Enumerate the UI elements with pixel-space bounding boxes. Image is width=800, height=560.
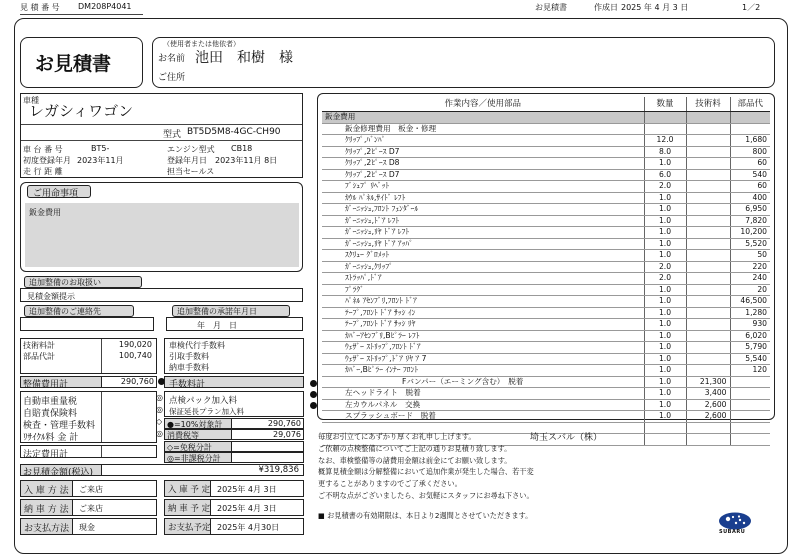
extra-deadline-tab: [172, 305, 290, 317]
taxable-row: [164, 418, 304, 429]
row-description: ﾃｰﾌﾟ,ﾌﾛﾝﾄ ﾄﾞｱ ｻｯｼ ｲﾝ: [322, 307, 644, 319]
row-tech-fee: [686, 112, 730, 124]
row-parts: 60: [730, 158, 770, 170]
row-tech-fee: [686, 342, 730, 354]
table-row: [322, 169, 770, 181]
row-tech-fee: [686, 365, 730, 377]
row-qty: 1.0: [644, 319, 686, 331]
dealer-name: 埼玉スバル（株）: [530, 433, 603, 443]
first-reg-label: 初度登録年月: [23, 156, 71, 165]
tech-total-value: 190,020: [118, 340, 152, 349]
subtotal-box: [20, 338, 157, 374]
row-description: ﾊﾟﾈﾙ ｱｾﾝﾌﾞﾘ,ﾌﾛﾝﾄ ﾄﾞｱ: [322, 296, 644, 308]
row-tech-fee: [686, 227, 730, 239]
note-line: 概算見積金額は分解整備において追加作業が発生した場合、若干変: [318, 467, 534, 477]
row-parts: [730, 388, 770, 400]
created-label: 作成日: [594, 3, 618, 12]
row-tech-fee: 2,600: [686, 399, 730, 411]
row-parts: 930: [730, 319, 770, 331]
repair-total-label: 整備費用計: [23, 380, 69, 390]
row-qty: 12.0: [644, 135, 686, 147]
note-line: なお、車検整備等の諸費用金額は前金にてお願い致します。: [318, 455, 512, 465]
tax-row-3: 検査・管理手数料: [23, 421, 96, 431]
row-tech-fee: [686, 158, 730, 170]
consumption-tax-value: 29,076: [273, 430, 301, 439]
row-description: ﾌﾞｼｭﾌﾟ ﾘﾍﾞｯﾄ: [322, 181, 644, 193]
extra-contact-row: [20, 317, 154, 331]
row-parts: [730, 123, 770, 135]
nontax-row: [164, 441, 304, 452]
table-row: [322, 238, 770, 250]
customer-box: [152, 37, 775, 88]
row-description: ｶﾊﾞｰｱｾﾝﾌﾞﾘ,Bﾋﾟﾗｰ ﾚﾌﾄ: [322, 330, 644, 342]
schedule-3-value: 現金: [79, 523, 95, 532]
row-tech-fee: [686, 261, 730, 273]
row-parts: 10,200: [730, 227, 770, 239]
estimate-number-label: 見 積 番 号: [20, 3, 60, 12]
legal-fees-box: [20, 391, 157, 443]
row-parts: 6,020: [730, 330, 770, 342]
consumption-tax-label: 消費税等: [167, 431, 199, 440]
table-row: [322, 273, 770, 285]
exempt-mark-icon-3: ◎: [156, 429, 163, 438]
grand-total-value: ¥319,836: [258, 465, 299, 475]
header-description: 作業内容／使用部品: [322, 97, 644, 112]
parts-total-value: 100,740: [118, 351, 152, 360]
row-parts: 540: [730, 169, 770, 181]
row-qty: 1.0: [644, 342, 686, 354]
header-parts: 部品代: [730, 97, 770, 112]
exempt-row: [164, 452, 304, 463]
row-marker-dot-icon: [310, 391, 317, 398]
schedule-row-2-left: [20, 499, 157, 516]
extra-handling-row: [20, 288, 303, 302]
row-parts: 60: [730, 181, 770, 193]
first-reg-value: 2023年11月: [77, 156, 124, 165]
schedule-3-label: お支払方法: [24, 524, 70, 534]
row-tech-fee: [686, 353, 730, 365]
taxable-cell: [231, 418, 304, 429]
row-description: ｶﾞｰﾆｯｼｭ,ﾘﾔ ﾄﾞｱ ｱｯﾊﾟ: [322, 238, 644, 250]
note-line: ご不明な点がございましたら、お気軽にスタッフにお尋ね下さい。: [318, 490, 534, 500]
row-qty: 1.0: [644, 365, 686, 377]
row-qty: 1.0: [644, 284, 686, 296]
extra-handling-value: 見積金額提示: [27, 292, 75, 301]
row-description: ｶﾞｰﾆｯｼｭ,ﾌﾛﾝﾄ ﾌｪﾝﾀﾞｰﾙ: [322, 204, 644, 216]
row-tech-fee: [686, 192, 730, 204]
row-description: ｶﾞｰﾆｯｼｭ,ｸﾘｯﾌﾟ: [322, 261, 644, 273]
table-row: [322, 181, 770, 193]
row-tech-fee: 3,400: [686, 388, 730, 400]
table-row: [322, 215, 770, 227]
brand-text: SUBARU: [719, 529, 746, 535]
request-box: [20, 182, 303, 272]
page-number: 1／2: [742, 3, 761, 12]
customer-name: 池田 和樹 様: [195, 50, 293, 66]
exempt-mark-icon-2: ◎: [156, 405, 163, 414]
row-description: ｶﾊﾞｰ,Bﾋﾟﾗｰ ｲﾝﾅｰ ﾌﾛﾝﾄ: [322, 365, 644, 377]
repair-total-row: [20, 376, 157, 388]
repair-total-value: 290,760: [120, 377, 154, 386]
parts-total-label: 部品代計: [23, 352, 55, 361]
row-tech-fee: [686, 434, 730, 446]
header-tech-fee: 技術料: [686, 97, 730, 112]
chassis-label: 車 台 番 号: [23, 145, 63, 154]
row-qty: 2.0: [644, 261, 686, 273]
row-description: 鈑金費用: [322, 112, 644, 124]
row-qty: 1.0: [644, 250, 686, 262]
schedule-2-label: 納 車 方 法: [24, 505, 69, 515]
row-tech-fee: [686, 215, 730, 227]
request-body: 鈑金費用: [29, 208, 61, 217]
engine-label: エンジン型式: [167, 145, 215, 154]
proxy-fee-row-3: 納車手数料: [169, 363, 209, 372]
extra-deadline-value: 年 月 日: [197, 321, 237, 330]
row-qty: 1.0: [644, 307, 686, 319]
grand-total-cell: [101, 464, 304, 476]
row-parts: [730, 376, 770, 388]
row-description: ﾌﾟﾗｸﾞ: [322, 284, 644, 296]
nontax-mark-icon: ◇: [156, 417, 163, 426]
table-row: [322, 399, 770, 411]
row-tech-fee: [686, 146, 730, 158]
table-header-row: [322, 97, 770, 112]
row-parts: 7,820: [730, 215, 770, 227]
table-row: [322, 296, 770, 308]
row-tech-fee: [686, 307, 730, 319]
row-tech-fee: 21,300: [686, 376, 730, 388]
table-row: [322, 388, 770, 400]
vehicle-kind: レガシィワゴン: [29, 102, 134, 120]
row-tech-fee: [686, 250, 730, 262]
row-description: ｽﾄﾗｯﾊﾟ,ﾄﾞｱ: [322, 273, 644, 285]
repair-total-cell: [101, 376, 157, 388]
subaru-logo-icon: [718, 512, 752, 534]
row-parts: [730, 422, 770, 434]
row-tech-fee: [686, 181, 730, 193]
schedule-1-value2: 2025年 4月 3日: [217, 485, 277, 494]
header-qty: 数量: [644, 97, 686, 112]
row-qty: 1.0: [644, 388, 686, 400]
row-tech-fee: [686, 204, 730, 216]
proxy-total-label: 手数料計: [169, 380, 206, 390]
table-row: [322, 342, 770, 354]
consumption-tax-row: [164, 429, 304, 440]
table-row: [322, 112, 770, 124]
proxy-total-row: [164, 376, 304, 388]
row-parts: 240: [730, 273, 770, 285]
row-parts: [730, 112, 770, 124]
tax-row-1: 自動車重量税: [23, 397, 78, 407]
taxable-label: ●=10%対象計: [167, 420, 223, 429]
row-parts: 1,280: [730, 307, 770, 319]
table-row: [322, 376, 770, 388]
table-row: [322, 135, 770, 147]
table-row: [322, 123, 770, 135]
row-parts: 120: [730, 365, 770, 377]
page-title: お見積書: [35, 53, 112, 75]
row-qty: 1.0: [644, 296, 686, 308]
row-parts: 6,950: [730, 204, 770, 216]
row-description: ｸﾘｯﾌﾟ,ﾊﾞﾝﾊﾟ: [322, 135, 644, 147]
table-row: [322, 204, 770, 216]
customer-note: （使用者または他依者）: [163, 40, 240, 48]
extra-deadline-title: 追加整備の承諾年月日: [177, 307, 257, 316]
tax-row-4: ﾘｻｲｸﾙ料 金 計: [23, 433, 79, 443]
row-description: 左カウルパネル 交換: [322, 399, 644, 411]
row-qty: 2.0: [644, 181, 686, 193]
row-marker-dot-icon: [310, 402, 317, 409]
schedule-2-label2: 納 車 予 定: [168, 504, 211, 514]
row-tech-fee: [686, 296, 730, 308]
tax-row-2: 自賠責保険料: [23, 409, 78, 419]
row-description: ｳｪｻﾞｰ ｽﾄﾘｯﾌﾟ,ﾄﾞｱ ﾘﾔ ｱ 7: [322, 353, 644, 365]
taxable-value: 290,760: [267, 419, 301, 428]
mileage-label: 走 行 距 離: [23, 167, 63, 176]
row-description: ｸﾘｯﾌﾟ,2ﾋﾟｰｽ D7: [322, 169, 644, 181]
vehicle-box: [20, 93, 303, 178]
row-qty: 2.0: [644, 273, 686, 285]
row-parts: 400: [730, 192, 770, 204]
row-qty: 1.0: [644, 376, 686, 388]
vehicle-kind-label: 車種: [23, 96, 39, 105]
reg-date-label: 登録年月日: [167, 156, 207, 165]
row-parts: 5,540: [730, 353, 770, 365]
row-description: ｽｸﾘｭｰ ｸﾞﾛﾒｯﾄ: [322, 250, 644, 262]
validity-note: ■ お見積書の有効期限は、本日より2週間とさせていただきます。: [318, 511, 533, 520]
grand-total-row: [20, 464, 304, 476]
note-line: 毎度お引立てにあずかり厚くお礼申し上げます。: [318, 432, 476, 441]
table-row: [322, 353, 770, 365]
row-tech-fee: [686, 330, 730, 342]
row-parts: 20: [730, 284, 770, 296]
row-description: ｳｪｻﾞｰ ｽﾄﾘｯﾌﾟ,ﾌﾛﾝﾄ ﾄﾞｱ: [322, 342, 644, 354]
name-label: お名前: [158, 54, 186, 64]
schedule-row-1-left: [20, 480, 157, 497]
request-title: ご用命事項: [33, 189, 79, 199]
option-box: [164, 391, 304, 417]
note-line: 更することがありますのでご了承ください。: [318, 479, 462, 489]
row-parts: 1,680: [730, 135, 770, 147]
nontax-label: ◇=免税分計: [167, 443, 212, 452]
table-row: [322, 250, 770, 262]
schedule-1-label: 入 庫 方 法: [24, 486, 69, 496]
address-label: ご住所: [158, 73, 186, 83]
row-parts: 800: [730, 146, 770, 158]
table-row: [322, 227, 770, 239]
row-qty: 1.0: [644, 215, 686, 227]
row-qty: 6.0: [644, 169, 686, 181]
table-row: [322, 307, 770, 319]
table-row: [322, 365, 770, 377]
option-row-1: 点検パック加入料: [169, 396, 238, 406]
schedule-row-3-right: [164, 518, 304, 535]
row-qty: [644, 434, 686, 446]
table-row: [322, 319, 770, 331]
row-marker-dot-icon: [310, 380, 317, 387]
schedule-2-value: ご来店: [79, 504, 103, 513]
model-label: 型式: [163, 130, 182, 140]
staff-label: 担当セールス: [167, 167, 215, 176]
table-row: [322, 330, 770, 342]
schedule-3-label2: お支払予定: [168, 523, 211, 533]
work-items-table: [322, 97, 770, 446]
table-row: [322, 158, 770, 170]
row-qty: 1.0: [644, 238, 686, 250]
chassis-value: BT5-: [91, 144, 110, 153]
proxy-fee-row-2: 引取手数料: [169, 352, 209, 361]
row-qty: [644, 112, 686, 124]
schedule-row-1-right: [164, 480, 304, 497]
row-description: スプラッシュボード 脱着: [322, 411, 644, 423]
row-description: ｶﾞｰﾆｯｼｭ,ﾘﾔ ﾄﾞｱ ﾚﾌﾄ: [322, 227, 644, 239]
table-row: [322, 146, 770, 158]
consumption-tax-cell: [231, 429, 304, 440]
extra-contact-title: 追加整備のご連絡先: [29, 307, 101, 316]
created-date: 2025 年 4 月 3 日: [621, 3, 689, 12]
row-qty: [644, 123, 686, 135]
schedule-2-value2: 2025年 4月 3日: [217, 504, 277, 513]
row-parts: 5,520: [730, 238, 770, 250]
row-tech-fee: [686, 123, 730, 135]
option-row-2: 保証延長プラン加入料: [169, 407, 244, 416]
note-line: ご依頼の点検整備についてご上記の通りお見積り致します。: [318, 443, 512, 453]
row-parts: 50: [730, 250, 770, 262]
legal-total-row: [20, 445, 157, 458]
schedule-1-value: ご来店: [79, 485, 103, 494]
row-qty: 1.0: [644, 330, 686, 342]
title-box: [20, 37, 143, 88]
row-qty: 1.0: [644, 411, 686, 423]
row-qty: 1.0: [644, 353, 686, 365]
row-parts: 5,790: [730, 342, 770, 354]
row-qty: 8.0: [644, 146, 686, 158]
extra-handling-title: 追加整備のお取扱い: [29, 278, 101, 287]
row-description: 鈑金修理費用 板金・修理: [322, 123, 644, 135]
row-qty: 1.0: [644, 158, 686, 170]
reg-date-value: 2023年11月 8日: [215, 156, 278, 165]
grand-total-label: お見積金額(税込): [23, 468, 94, 478]
legal-total-label: 法定費用計: [23, 450, 69, 460]
row-qty: 1.0: [644, 204, 686, 216]
row-qty: 1.0: [644, 227, 686, 239]
table-row: [322, 192, 770, 204]
row-description: ｸﾘｯﾌﾟ,2ﾋﾟｰｽ D8: [322, 158, 644, 170]
table-row: [322, 284, 770, 296]
engine-value: CB18: [231, 144, 253, 153]
schedule-row-2-right: [164, 499, 304, 516]
request-title-tab: [27, 185, 91, 198]
row-parts: [730, 434, 770, 446]
table-row: [322, 261, 770, 273]
model-value: BT5D5M8-4GC-CH90: [187, 127, 281, 137]
extra-handling-tab: [24, 276, 142, 288]
extra-deadline-row: [166, 317, 303, 331]
row-parts: 220: [730, 261, 770, 273]
row-description: Fバンパー（エーミング含む） 脱着: [322, 376, 644, 388]
exempt-mark-icon: ◎: [156, 393, 163, 402]
row-description: ｶｳﾙ ﾊﾟﾈﾙ,ｻｲﾄﾞ ﾚﾌﾄ: [322, 192, 644, 204]
row-description: ｶﾞｰﾆｯｼｭ,ﾄﾞｱ ﾚﾌﾄ: [322, 215, 644, 227]
schedule-3-value2: 2025年 4月30日: [217, 523, 280, 532]
request-body-area: [25, 203, 299, 267]
schedule-row-3-left: [20, 518, 157, 535]
table-row: [322, 411, 770, 423]
row-qty: 1.0: [644, 192, 686, 204]
row-tech-fee: [686, 238, 730, 250]
proxy-fee-box: [164, 338, 304, 374]
row-tech-fee: 2,600: [686, 411, 730, 423]
proxy-fee-row-1: 車検代行手数料: [169, 341, 225, 350]
row-parts: [730, 399, 770, 411]
row-description: ﾃｰﾌﾟ,ﾌﾛﾝﾄ ﾄﾞｱ ｻｯｼ ﾘﾔ: [322, 319, 644, 331]
row-tech-fee: [686, 319, 730, 331]
row-parts: 46,500: [730, 296, 770, 308]
row-tech-fee: [686, 169, 730, 181]
row-description: ｸﾘｯﾌﾟ,2ﾋﾟｰｽ D7: [322, 146, 644, 158]
row-tech-fee: [686, 422, 730, 434]
row-qty: [644, 422, 686, 434]
exempt-label: ◎=非課税分計: [167, 454, 221, 463]
nontax-cell: [231, 441, 304, 452]
row-description: 左ヘッドライト 脱着: [322, 388, 644, 400]
extra-contact-tab: [24, 305, 134, 317]
row-tech-fee: [686, 273, 730, 285]
doc-type: お見積書: [535, 3, 567, 12]
tech-total-label: 技術料計: [23, 341, 55, 350]
row-parts: [730, 411, 770, 423]
exempt-cell: [231, 452, 304, 463]
row-tech-fee: [686, 284, 730, 296]
row-qty: 1.0: [644, 399, 686, 411]
schedule-1-label2: 入 庫 予 定: [168, 485, 211, 495]
row-tech-fee: [686, 135, 730, 147]
estimate-number: DM208P4041: [78, 2, 132, 11]
